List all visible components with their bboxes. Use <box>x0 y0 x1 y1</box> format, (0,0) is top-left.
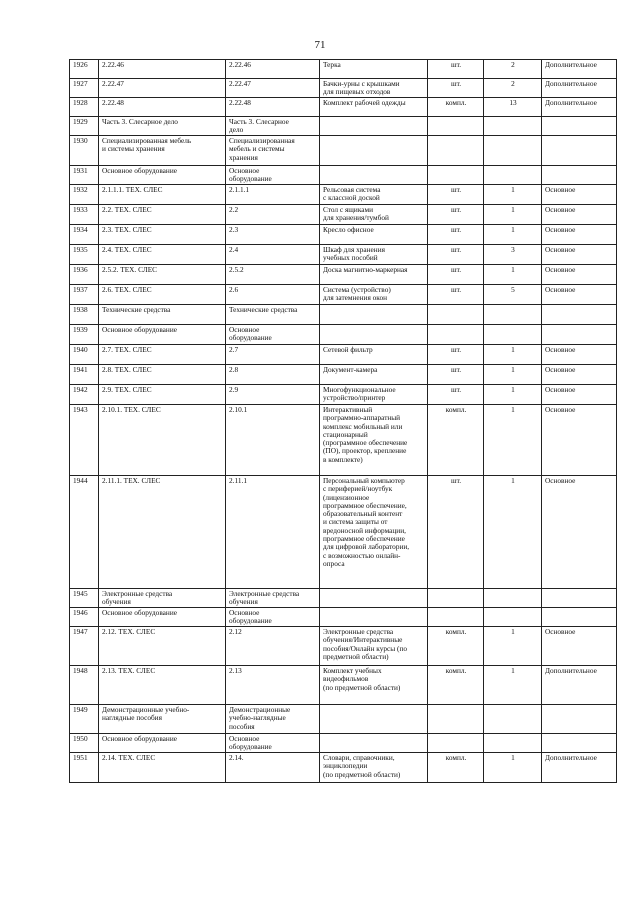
item-code-cell: 2.8 <box>226 365 320 385</box>
row-number-cell: 1946 <box>70 608 99 627</box>
unit-cell: шт. <box>428 79 484 98</box>
unit-cell: компл. <box>428 666 484 705</box>
row-number-cell: 1934 <box>70 225 99 245</box>
unit-cell: шт. <box>428 385 484 405</box>
table-row <box>70 225 617 245</box>
table-row <box>70 365 617 385</box>
section-code-cell: 2.22.48 <box>99 98 226 117</box>
unit-cell: шт. <box>428 365 484 385</box>
unit-cell: шт. <box>428 476 484 589</box>
item-code-cell: 2.10.1 <box>226 405 320 476</box>
item-code-cell: 2.1.1.1 <box>226 185 320 205</box>
item-code-cell: 2.7 <box>226 345 320 365</box>
item-name-cell: Рельсовая система с классной доской <box>320 185 428 205</box>
quantity-cell: 2 <box>484 79 542 98</box>
quantity-cell: 1 <box>484 476 542 589</box>
item-code-cell: 2.11.1 <box>226 476 320 589</box>
item-code-cell: 2.12 <box>226 627 320 666</box>
unit-cell: компл. <box>428 405 484 476</box>
item-name-cell: Многофункциональное устройство/принтер <box>320 385 428 405</box>
quantity-cell: 2 <box>484 60 542 79</box>
equipment-type-cell <box>542 589 617 608</box>
quantity-cell: 1 <box>484 627 542 666</box>
section-code-cell: 2.9. ТЕХ. СЛЕС <box>99 385 226 405</box>
unit-cell <box>428 325 484 345</box>
row-number-cell: 1926 <box>70 60 99 79</box>
section-code-cell: Технические средства <box>99 305 226 325</box>
table-row <box>70 136 617 166</box>
quantity-cell: 3 <box>484 245 542 265</box>
equipment-type-cell: Основное <box>542 385 617 405</box>
item-name-cell: Персональный компьютер с периферией/ноутбук (лицензионное программное обеспечение, образовательный контент и система защиты от вредоносной информации, программное обеспечение для цифровой лаборатории, с возможностью онлайн- опроса <box>320 476 428 589</box>
item-code-cell: 2.22.46 <box>226 60 320 79</box>
equipment-type-cell: Дополнительное <box>542 98 617 117</box>
quantity-cell <box>484 589 542 608</box>
section-code-cell: Основное оборудование <box>99 608 226 627</box>
item-code-cell: 2.6 <box>226 285 320 305</box>
row-number-cell: 1943 <box>70 405 99 476</box>
item-name-cell: Бачки-урны с крышками для пищевых отходов <box>320 79 428 98</box>
unit-cell: компл. <box>428 753 484 783</box>
table-row <box>70 705 617 734</box>
equipment-type-cell: Основное <box>542 225 617 245</box>
item-code-cell: Основное оборудование <box>226 608 320 627</box>
unit-cell: шт. <box>428 205 484 225</box>
equipment-type-cell: Основное <box>542 627 617 666</box>
quantity-cell <box>484 705 542 734</box>
section-code-cell: Основное оборудование <box>99 734 226 753</box>
quantity-cell <box>484 608 542 627</box>
section-code-cell: 2.1.1.1. ТЕХ. СЛЕС <box>99 185 226 205</box>
table-row <box>70 666 617 705</box>
section-code-cell: Электронные средства обучения <box>99 589 226 608</box>
row-number-cell: 1927 <box>70 79 99 98</box>
item-name-cell: Шкаф для хранения учебных пособий <box>320 245 428 265</box>
unit-cell: шт. <box>428 185 484 205</box>
row-number-cell: 1944 <box>70 476 99 589</box>
quantity-cell: 5 <box>484 285 542 305</box>
item-name-cell: Стол с ящиками для хранения/тумбой <box>320 205 428 225</box>
section-code-cell: Часть 3. Слесарное дело <box>99 117 226 136</box>
equipment-type-cell: Дополнительное <box>542 79 617 98</box>
item-code-cell: 2.14. <box>226 753 320 783</box>
equipment-type-cell: Основное <box>542 365 617 385</box>
row-number-cell: 1928 <box>70 98 99 117</box>
quantity-cell: 1 <box>484 185 542 205</box>
item-code-cell: Технические средства <box>226 305 320 325</box>
quantity-cell: 1 <box>484 385 542 405</box>
section-code-cell: Основное оборудование <box>99 166 226 185</box>
equipment-type-cell: Основное <box>542 285 617 305</box>
row-number-cell: 1945 <box>70 589 99 608</box>
item-code-cell: 2.9 <box>226 385 320 405</box>
item-name-cell: Документ-камера <box>320 365 428 385</box>
table-row <box>70 608 617 627</box>
unit-cell: шт. <box>428 285 484 305</box>
equipment-type-cell: Основное <box>542 185 617 205</box>
item-name-cell <box>320 117 428 136</box>
row-number-cell: 1941 <box>70 365 99 385</box>
row-number-cell: 1949 <box>70 705 99 734</box>
item-code-cell: 2.22.48 <box>226 98 320 117</box>
row-number-cell: 1942 <box>70 385 99 405</box>
item-name-cell <box>320 166 428 185</box>
unit-cell: шт. <box>428 245 484 265</box>
row-number-cell: 1929 <box>70 117 99 136</box>
equipment-type-cell: Дополнительное <box>542 666 617 705</box>
page-number: 71 <box>314 39 326 51</box>
equipment-type-cell <box>542 734 617 753</box>
quantity-cell: 1 <box>484 365 542 385</box>
section-code-cell: 2.8. ТЕХ. СЛЕС <box>99 365 226 385</box>
quantity-cell: 1 <box>484 666 542 705</box>
section-code-cell: 2.7. ТЕХ. СЛЕС <box>99 345 226 365</box>
table-row <box>70 405 617 476</box>
equipment-type-cell: Основное <box>542 476 617 589</box>
table-row <box>70 185 617 205</box>
item-name-cell: Сетевой фильтр <box>320 345 428 365</box>
quantity-cell: 1 <box>484 265 542 285</box>
quantity-cell <box>484 305 542 325</box>
table-row <box>70 627 617 666</box>
quantity-cell: 1 <box>484 205 542 225</box>
section-code-cell: 2.22.47 <box>99 79 226 98</box>
table-row <box>70 60 617 79</box>
item-name-cell <box>320 608 428 627</box>
quantity-cell <box>484 166 542 185</box>
item-code-cell: 2.2 <box>226 205 320 225</box>
quantity-cell: 1 <box>484 753 542 783</box>
table-row <box>70 589 617 608</box>
table-row <box>70 98 617 117</box>
section-code-cell: Основное оборудование <box>99 325 226 345</box>
equipment-type-cell: Основное <box>542 205 617 225</box>
item-code-cell: 2.22.47 <box>226 79 320 98</box>
table-row <box>70 325 617 345</box>
quantity-cell: 1 <box>484 405 542 476</box>
item-name-cell: Кресло офисное <box>320 225 428 245</box>
item-code-cell: Специализированная мебель и системы хранения <box>226 136 320 166</box>
quantity-cell <box>484 136 542 166</box>
unit-cell <box>428 305 484 325</box>
item-name-cell: Терка <box>320 60 428 79</box>
item-name-cell <box>320 305 428 325</box>
table-row <box>70 734 617 753</box>
section-code-cell: 2.3. ТЕХ. СЛЕС <box>99 225 226 245</box>
unit-cell: компл. <box>428 98 484 117</box>
item-name-cell <box>320 589 428 608</box>
section-code-cell: 2.10.1. ТЕХ. СЛЕС <box>99 405 226 476</box>
table-row <box>70 285 617 305</box>
quantity-cell: 1 <box>484 345 542 365</box>
item-name-cell <box>320 734 428 753</box>
item-name-cell: Комплект рабочей одежды <box>320 98 428 117</box>
row-number-cell: 1937 <box>70 285 99 305</box>
row-number-cell: 1938 <box>70 305 99 325</box>
table-row <box>70 385 617 405</box>
item-name-cell: Доска магнитно-маркерная <box>320 265 428 285</box>
quantity-cell: 1 <box>484 225 542 245</box>
section-code-cell: 2.4. ТЕХ. СЛЕС <box>99 245 226 265</box>
section-code-cell: 2.12. ТЕХ. СЛЕС <box>99 627 226 666</box>
row-number-cell: 1935 <box>70 245 99 265</box>
table-row <box>70 305 617 325</box>
section-code-cell: 2.13. ТЕХ. СЛЕС <box>99 666 226 705</box>
item-name-cell: Комплект учебных видеофильмов (по предметной области) <box>320 666 428 705</box>
equipment-type-cell <box>542 136 617 166</box>
row-number-cell: 1947 <box>70 627 99 666</box>
row-number-cell: 1932 <box>70 185 99 205</box>
table-row <box>70 79 617 98</box>
unit-cell <box>428 608 484 627</box>
table-row <box>70 345 617 365</box>
item-code-cell: 2.5.2 <box>226 265 320 285</box>
row-number-cell: 1936 <box>70 265 99 285</box>
unit-cell <box>428 734 484 753</box>
unit-cell <box>428 117 484 136</box>
item-name-cell <box>320 705 428 734</box>
equipment-type-cell: Дополнительное <box>542 753 617 783</box>
unit-cell <box>428 166 484 185</box>
equipment-type-cell: Основное <box>542 265 617 285</box>
unit-cell <box>428 136 484 166</box>
item-name-cell: Система (устройство) для затемнения окон <box>320 285 428 305</box>
item-code-cell: Основное оборудование <box>226 166 320 185</box>
section-code-cell: 2.6. ТЕХ. СЛЕС <box>99 285 226 305</box>
quantity-cell: 13 <box>484 98 542 117</box>
row-number-cell: 1939 <box>70 325 99 345</box>
quantity-cell <box>484 117 542 136</box>
equipment-type-cell <box>542 705 617 734</box>
table-row <box>70 476 617 589</box>
unit-cell <box>428 705 484 734</box>
item-code-cell: Основное оборудование <box>226 325 320 345</box>
row-number-cell: 1950 <box>70 734 99 753</box>
item-code-cell: Основное оборудование <box>226 734 320 753</box>
equipment-type-cell <box>542 166 617 185</box>
equipment-table <box>69 59 617 783</box>
item-name-cell: Словари, справочники, энциклопедии (по предметной области) <box>320 753 428 783</box>
row-number-cell: 1930 <box>70 136 99 166</box>
equipment-type-cell: Основное <box>542 405 617 476</box>
item-name-cell <box>320 136 428 166</box>
row-number-cell: 1948 <box>70 666 99 705</box>
table-row <box>70 753 617 783</box>
table-row <box>70 245 617 265</box>
section-code-cell: 2.14. ТЕХ. СЛЕС <box>99 753 226 783</box>
unit-cell: шт. <box>428 265 484 285</box>
row-number-cell: 1951 <box>70 753 99 783</box>
item-code-cell: 2.4 <box>226 245 320 265</box>
row-number-cell: 1931 <box>70 166 99 185</box>
table-row <box>70 166 617 185</box>
item-code-cell: 2.3 <box>226 225 320 245</box>
equipment-type-cell: Основное <box>542 245 617 265</box>
row-number-cell: 1933 <box>70 205 99 225</box>
section-code-cell: 2.2. ТЕХ. СЛЕС <box>99 205 226 225</box>
item-code-cell: Часть 3. Слесарное дело <box>226 117 320 136</box>
section-code-cell: Специализированная мебель и системы хранения <box>99 136 226 166</box>
item-name-cell <box>320 325 428 345</box>
equipment-type-cell: Дополнительное <box>542 60 617 79</box>
row-number-cell: 1940 <box>70 345 99 365</box>
equipment-type-cell <box>542 608 617 627</box>
quantity-cell <box>484 325 542 345</box>
item-code-cell: Демонстрационные учебно-наглядные пособия <box>226 705 320 734</box>
table-body <box>70 60 617 783</box>
equipment-type-cell <box>542 117 617 136</box>
equipment-type-cell <box>542 325 617 345</box>
equipment-type-cell: Основное <box>542 345 617 365</box>
quantity-cell <box>484 734 542 753</box>
equipment-type-cell <box>542 305 617 325</box>
section-code-cell: 2.11.1. ТЕХ. СЛЕС <box>99 476 226 589</box>
item-name-cell: Электронные средства обучения/Интерактивные пособия/Онлайн курсы (по предметной области) <box>320 627 428 666</box>
item-name-cell: Интерактивный программно-аппаратный комплекс мобильный или стационарный (программное обеспечение (ПО), проектор, крепление в комплекте) <box>320 405 428 476</box>
item-code-cell: 2.13 <box>226 666 320 705</box>
table-row <box>70 205 617 225</box>
section-code-cell: 2.5.2. ТЕХ. СЛЕС <box>99 265 226 285</box>
section-code-cell: Демонстрационные учебно- наглядные пособия <box>99 705 226 734</box>
unit-cell: шт. <box>428 225 484 245</box>
table-row <box>70 265 617 285</box>
item-code-cell: Электронные средства обучения <box>226 589 320 608</box>
unit-cell: шт. <box>428 60 484 79</box>
section-code-cell: 2.22.46 <box>99 60 226 79</box>
table-row <box>70 117 617 136</box>
unit-cell <box>428 589 484 608</box>
unit-cell: компл. <box>428 627 484 666</box>
unit-cell: шт. <box>428 345 484 365</box>
